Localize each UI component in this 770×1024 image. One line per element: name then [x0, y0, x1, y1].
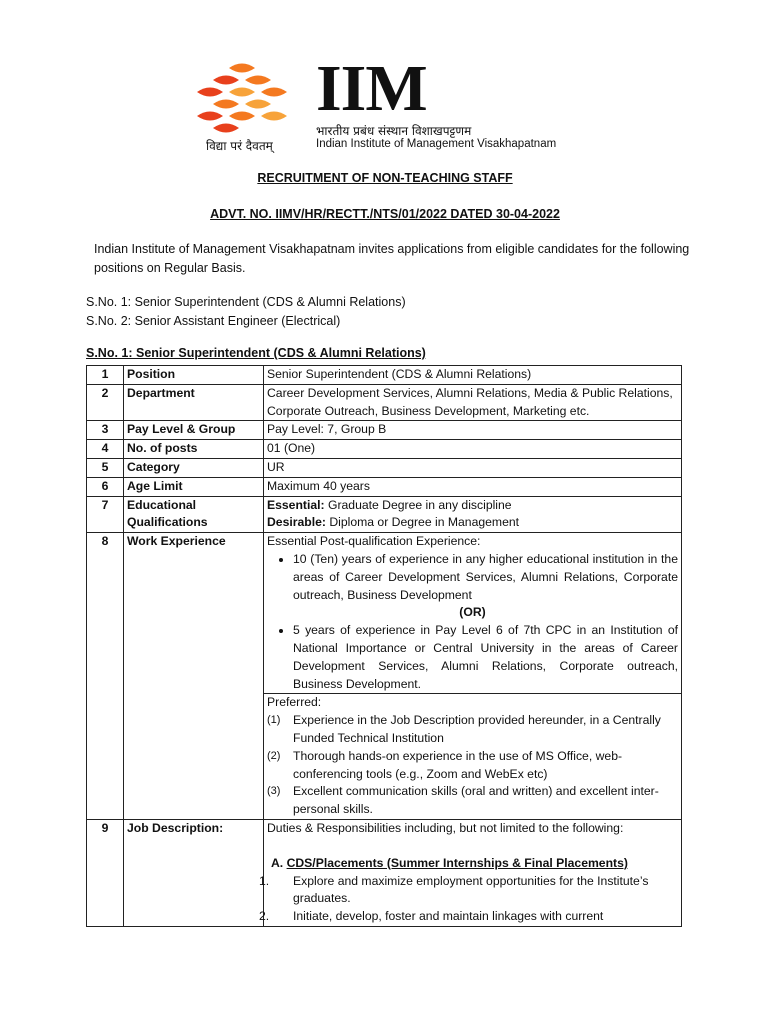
- positions-list: [86, 293, 406, 331]
- logo-petal: [245, 100, 271, 109]
- logo-petal: [229, 64, 255, 73]
- essential-intro: Essential Post-qualification Experience:: [267, 534, 481, 549]
- row-label: Pay Level & Group: [124, 421, 264, 440]
- motto-text: विद्या परं दैवतम्: [206, 139, 273, 153]
- table-row: [87, 458, 682, 477]
- logo-petal: [229, 112, 255, 121]
- position-details-table: [86, 365, 682, 927]
- institute-name-english: Indian Institute of Management Visakhapatnam: [316, 138, 557, 150]
- intro-paragraph: Indian Institute of Management Visakhapatnam invites applications from eligible candidates for the following positions on Regular Basis.: [94, 242, 690, 275]
- position-item: S.No. 2: Senior Assistant Engineer (Electrical): [86, 314, 341, 328]
- row-number: 4: [87, 440, 124, 459]
- logo-petal: [229, 88, 255, 97]
- logo-wordmark: IIM: [316, 52, 427, 125]
- row-label: Educational Qualifications: [124, 496, 264, 533]
- logo-petal: [213, 76, 239, 85]
- experience-bullets: [267, 551, 678, 604]
- logo-petal: [261, 112, 287, 121]
- table-row: [87, 496, 682, 533]
- iim-logo-icon: [190, 58, 298, 138]
- logo-petal: [197, 88, 223, 97]
- row-label: Position: [124, 366, 264, 385]
- list-item: 2. Initiate, develop, foster and maintain linkages with current: [259, 909, 604, 924]
- list-item: (2) Thorough hands-on experience in the use of MS Office, web- conferencing tools (e.g., Zoom and WebEx etc): [267, 748, 623, 781]
- row-number: 9: [87, 819, 124, 926]
- list-item: (1) Experience in the Job Description provided hereunder, in a Centrally Funded Technical Institution: [267, 713, 661, 745]
- table-row: [87, 533, 682, 694]
- row-number: 2: [87, 384, 124, 421]
- row-label: Age Limit: [124, 477, 264, 496]
- list-item: (3) Excellent communication skills (oral and written) and excellent inter-personal skills.: [267, 784, 659, 817]
- row-value: Senior Superintendent (CDS & Alumni Relations): [264, 366, 682, 385]
- row-value: UR: [264, 458, 682, 477]
- recruitment-title: RECRUITMENT OF NON-TEACHING STAFF: [257, 171, 513, 185]
- list-item: 1. Explore and maximize employment opportunities for the Institute’s graduates.: [259, 873, 649, 906]
- list-item: • 10 (Ten) years of experience in any higher educational institution in the areas of Career Development Services, Alumni Relations, Corporate outreach, Business Development: [293, 551, 678, 604]
- preferred-experience: [264, 694, 682, 820]
- row-value: 01 (One): [264, 440, 682, 459]
- row-value: [264, 496, 682, 533]
- row-value: Career Development Services, Alumni Relations, Media & Public Relations, Corporate Outreach, Business Development, Marketing etc.: [264, 384, 682, 421]
- or-separator: (OR): [459, 605, 486, 620]
- essential-qualification: Essential: Graduate Degree in any discipline: [267, 497, 512, 512]
- row-label: No. of posts: [124, 440, 264, 459]
- essential-experience: [264, 533, 682, 694]
- row-value: Pay Level: 7, Group B: [264, 421, 682, 440]
- logo-petal: [261, 88, 287, 97]
- table-row: [87, 421, 682, 440]
- section-heading: S.No. 1: Senior Superintendent (CDS & Alumni Relations): [86, 346, 426, 360]
- job-subheading: A. CDS/Placements (Summer Internships & Final Placements): [271, 855, 628, 870]
- table-row: [87, 440, 682, 459]
- row-value: Maximum 40 years: [264, 477, 682, 496]
- row-label: Department: [124, 384, 264, 421]
- row-label: Job Description:: [124, 819, 264, 926]
- institute-name-hindi: भारतीय प्रबंध संस्थान विशाखपट्टणम: [316, 124, 472, 138]
- desirable-qualification: Desirable: Diploma or Degree in Management: [267, 515, 520, 530]
- table-row: [87, 819, 682, 926]
- logo-petal: [213, 100, 239, 109]
- row-label: Work Experience: [124, 533, 264, 820]
- job-intro: Duties & Responsibilities including, but not limited to the following:: [267, 820, 624, 835]
- logo-petal: [213, 124, 239, 133]
- row-number: 1: [87, 366, 124, 385]
- preferred-label: Preferred:: [267, 695, 322, 710]
- row-number: 8: [87, 533, 124, 820]
- list-item: • 5 years of experience in Pay Level 6 of 7th CPC in an Institution of National Importance or Central University in the areas of Career Development Services, Alumni Relations, Corporate outreach, Business Development.: [293, 622, 678, 693]
- row-number: 7: [87, 496, 124, 533]
- logo-petal: [245, 76, 271, 85]
- logo-petal: [197, 112, 223, 121]
- experience-bullets: [267, 622, 678, 693]
- advt-number: ADVT. NO. IIMV/HR/RECTT./NTS/01/2022 DATED 30-04-2022: [210, 207, 560, 221]
- row-label: Category: [124, 458, 264, 477]
- job-description: [259, 819, 682, 926]
- row-number: 6: [87, 477, 124, 496]
- preferred-list: [267, 712, 678, 819]
- table-row: [87, 384, 682, 421]
- row-number: 3: [87, 421, 124, 440]
- job-duties-list: [259, 873, 678, 926]
- row-number: 5: [87, 458, 124, 477]
- table-row: [87, 477, 682, 496]
- table-row: [87, 366, 682, 385]
- position-item: S.No. 1: Senior Superintendent (CDS & Alumni Relations): [86, 295, 406, 309]
